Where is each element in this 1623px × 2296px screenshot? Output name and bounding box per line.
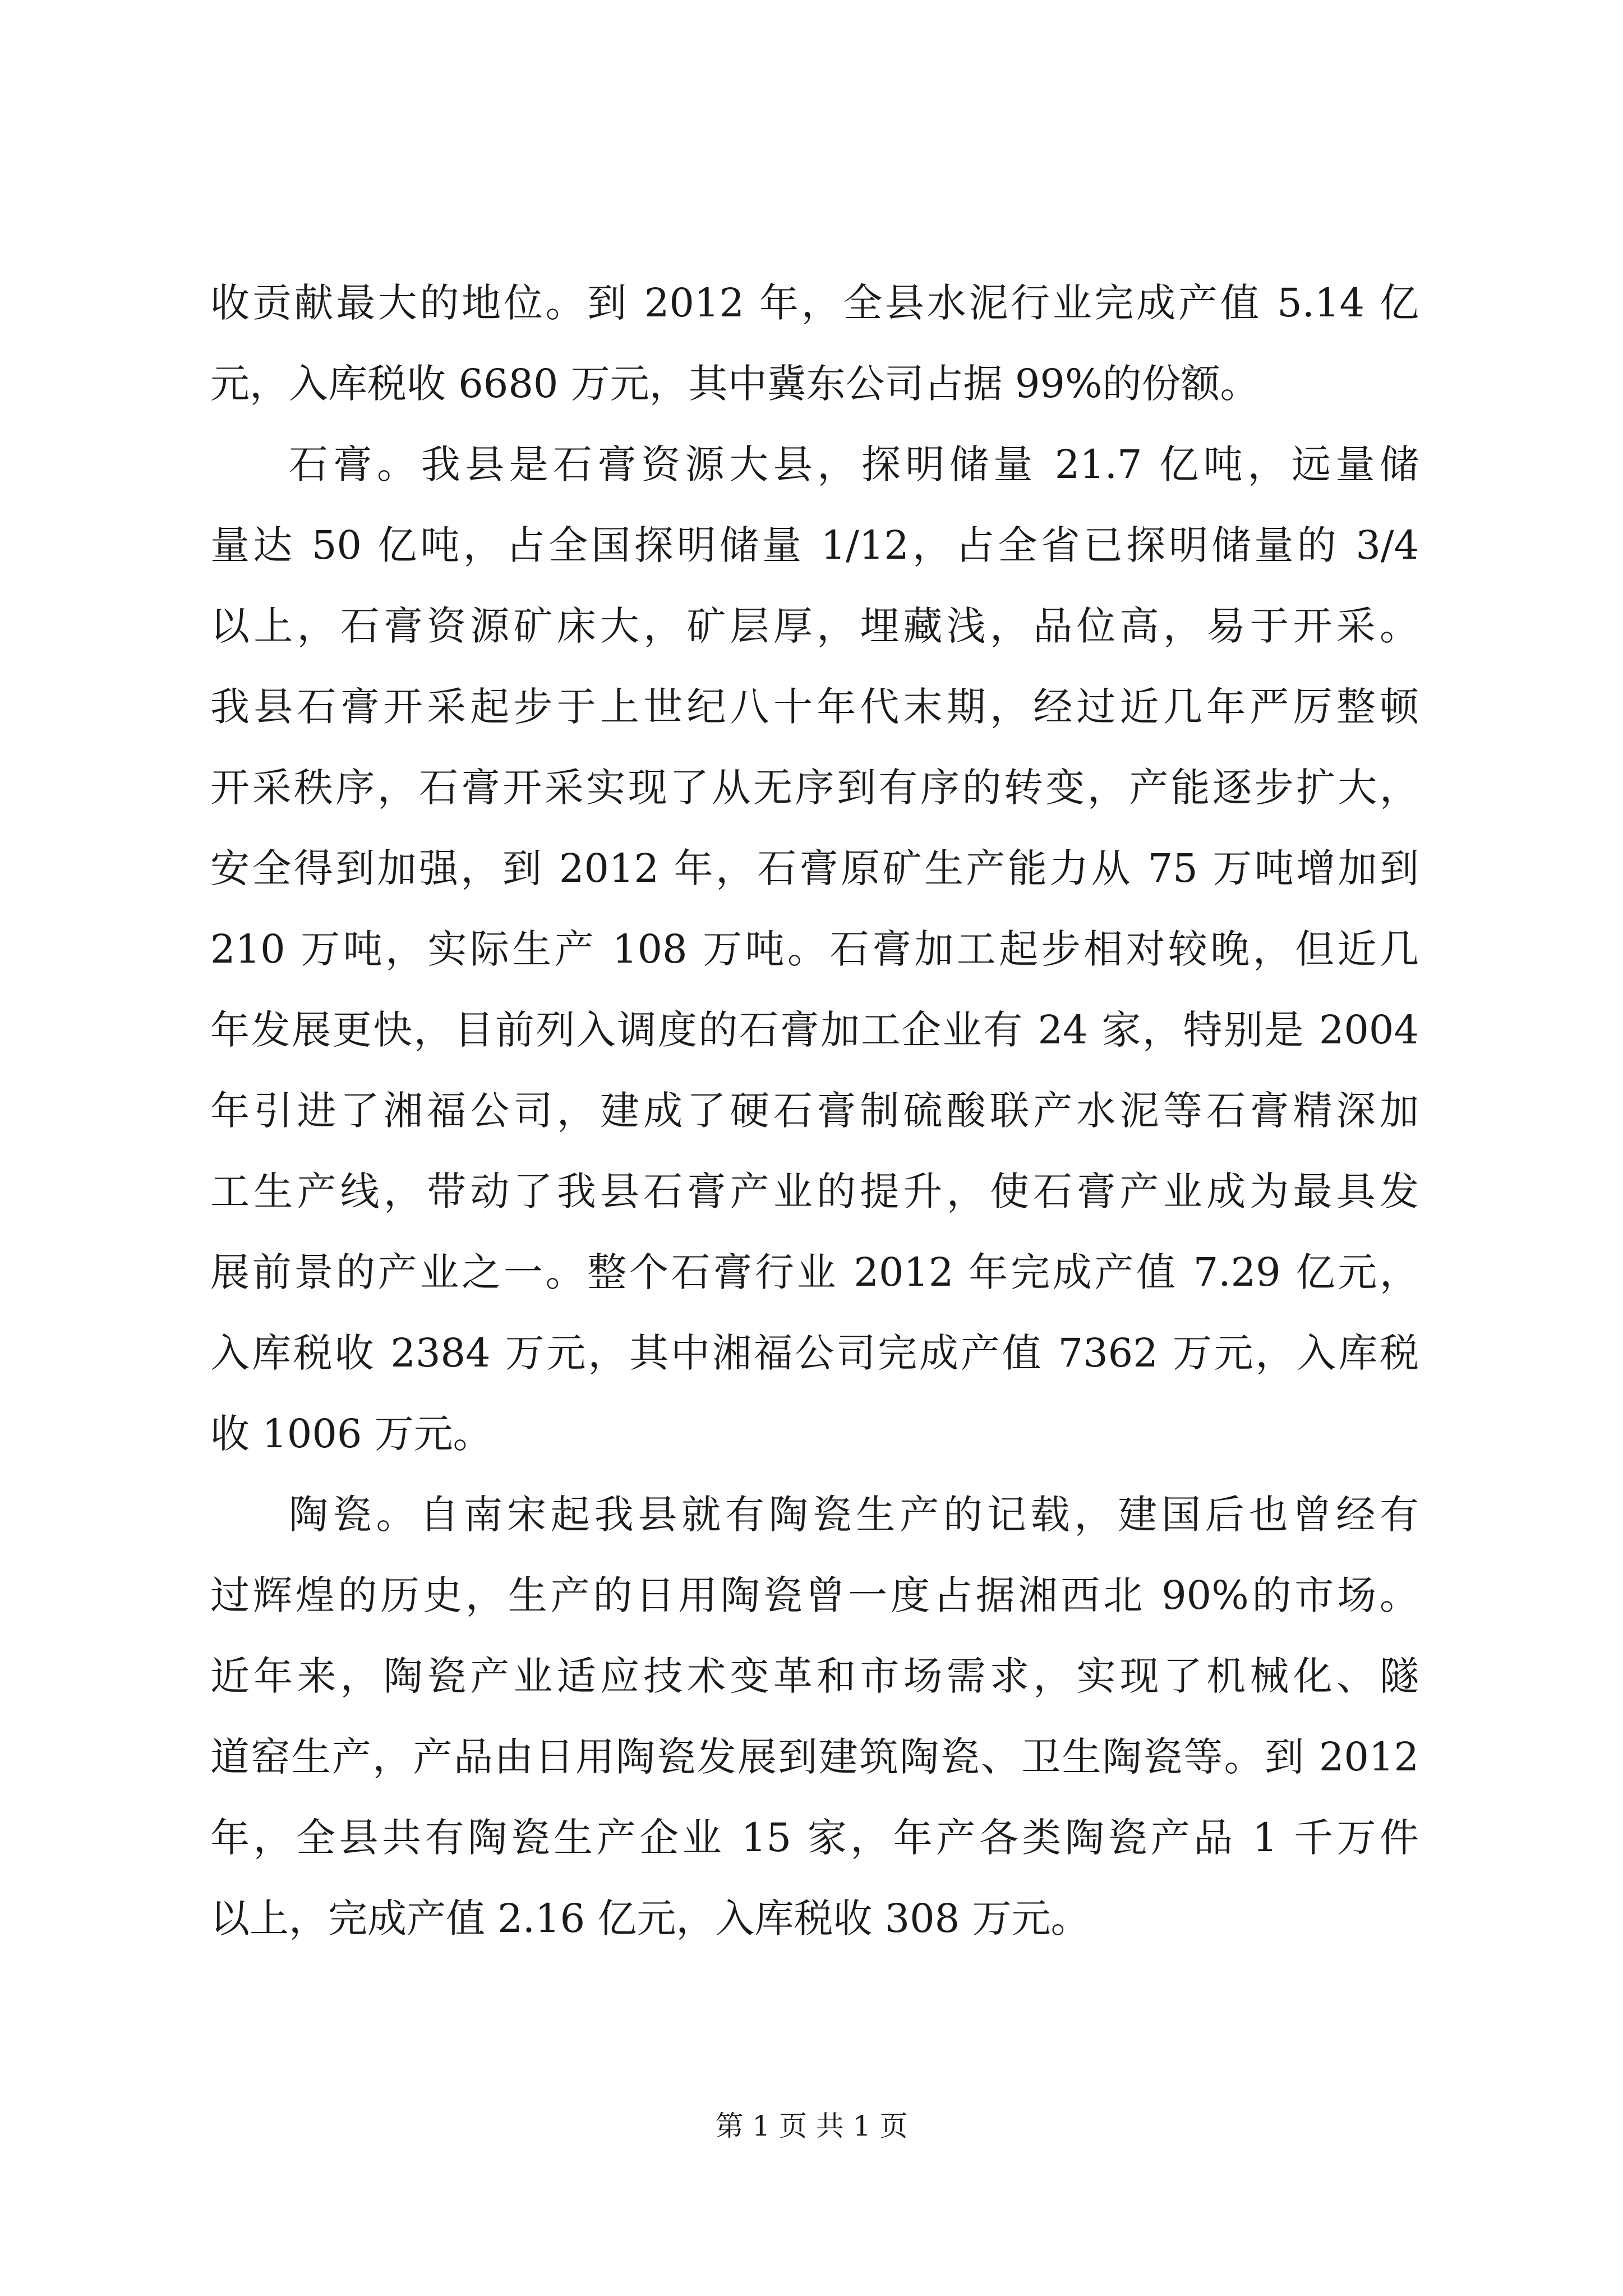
text-line: 210 万吨，实际生产 108 万吨。石膏加工起步相对较晚，但近几 bbox=[210, 926, 1419, 972]
text-line: 展前景的产业之一。整个石膏行业 2012 年完成产值 7.29 亿元， bbox=[210, 1249, 1419, 1295]
page-number-label: 第 1 页 共 1 页 bbox=[715, 2110, 908, 2142]
text-line: 我县石膏开采起步于上世纪八十年代末期，经过近几年严厉整顿 bbox=[210, 684, 1419, 730]
document-body bbox=[210, 263, 1419, 1959]
text-line: 收贡献最大的地位。到 2012 年，全县水泥行业完成产值 5.14 亿 bbox=[210, 280, 1419, 326]
paragraph-cement bbox=[210, 263, 1419, 424]
text-line: 开采秩序，石膏开采实现了从无序到有序的转变，产能逐步扩大， bbox=[210, 765, 1419, 811]
paragraph-gypsum bbox=[210, 424, 1419, 1474]
text-line: 年引进了湘福公司，建成了硬石膏制硫酸联产水泥等石膏精深加 bbox=[210, 1088, 1419, 1134]
text-line: 工生产线，带动了我县石膏产业的提升，使石膏产业成为最具发 bbox=[210, 1168, 1419, 1214]
paragraph-ceramics bbox=[210, 1474, 1419, 1959]
text-line: 量达 50 亿吨，占全国探明储量 1/12，占全省已探明储量的 3/4 bbox=[210, 522, 1419, 568]
text-line: 入库税收 2384 万元，其中湘福公司完成产值 7362 万元，入库税 bbox=[210, 1330, 1419, 1376]
text-line: 以上，石膏资源矿床大，矿层厚，埋藏浅，品位高，易于开采。 bbox=[210, 603, 1419, 649]
text-line: 以上，完成产值 2.16 亿元，入库税收 308 万元。 bbox=[210, 1895, 1090, 1941]
text-line: 陶瓷。自南宋起我县就有陶瓷生产的记载，建国后也曾经有 bbox=[289, 1492, 1419, 1538]
text-line: 元，入库税收 6680 万元，其中冀东公司占据 99%的份额。 bbox=[210, 361, 1260, 407]
text-line: 道窑生产，产品由日用陶瓷发展到建筑陶瓷、卫生陶瓷等。到 2012 bbox=[210, 1734, 1419, 1780]
text-line: 安全得到加强，到 2012 年，石膏原矿生产能力从 75 万吨增加到 bbox=[210, 845, 1419, 891]
text-line: 收 1006 万元。 bbox=[210, 1411, 492, 1457]
text-line: 石膏。我县是石膏资源大县，探明储量 21.7 亿吨，远量储 bbox=[289, 441, 1419, 487]
text-line: 年发展更快，目前列入调度的石膏加工企业有 24 家，特别是 2004 bbox=[210, 1007, 1419, 1053]
page-footer bbox=[0, 2106, 1623, 2146]
text-line: 过辉煌的历史，生产的日用陶瓷曾一度占据湘西北 90%的市场。 bbox=[210, 1572, 1419, 1618]
text-line: 近年来，陶瓷产业适应技术变革和市场需求，实现了机械化、隧 bbox=[210, 1653, 1419, 1699]
text-line: 年，全县共有陶瓷生产企业 15 家，年产各类陶瓷产品 1 千万件 bbox=[210, 1815, 1419, 1861]
